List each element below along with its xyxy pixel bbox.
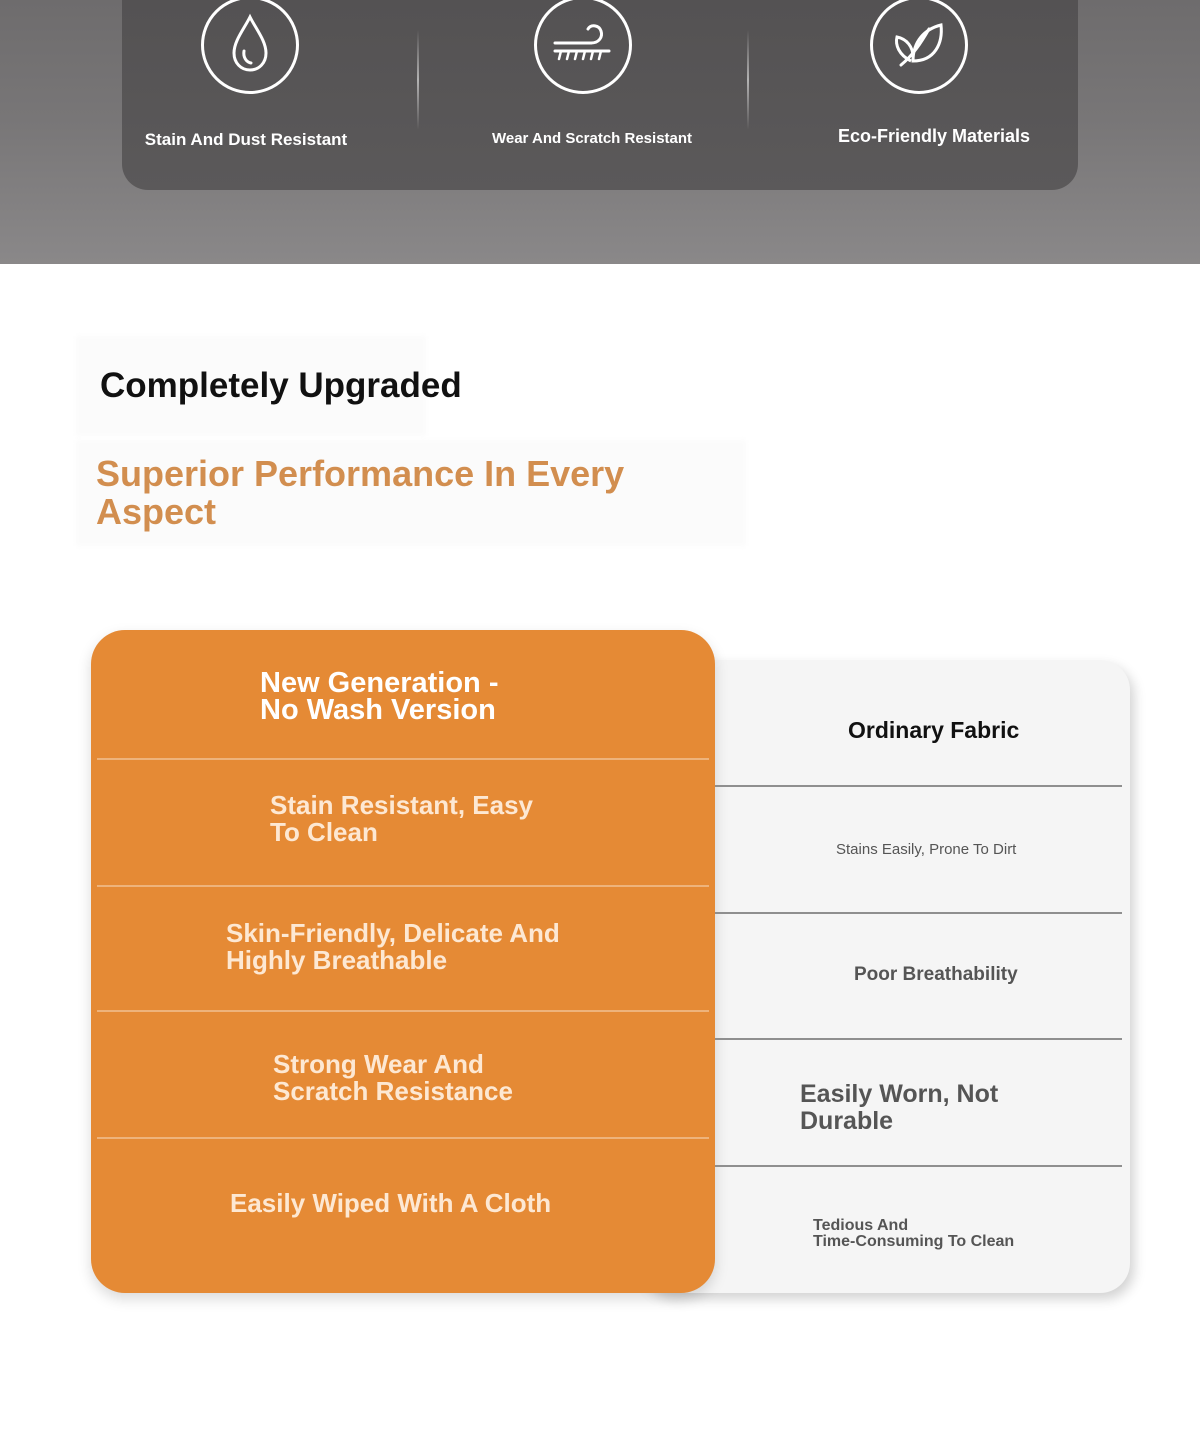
right-cell: Easily Worn, Not Durable [800, 1080, 999, 1135]
row-divider [97, 758, 709, 760]
row-divider [97, 1137, 709, 1139]
divider [417, 30, 419, 130]
feature-eco-friendly [784, 0, 1084, 190]
water-drop-icon [201, 0, 299, 94]
row-divider [715, 912, 1122, 914]
feature-label: Eco-Friendly Materials [837, 126, 1031, 146]
features-panel [122, 0, 1078, 190]
row-divider [715, 785, 1122, 787]
row-divider [715, 1038, 1122, 1040]
row-divider [715, 1165, 1122, 1167]
right-cell: Stains Easily, Prone To Dirt [836, 841, 1017, 858]
left-cell: Easily Wiped With A Cloth [230, 1188, 552, 1218]
section-subtitle: Superior Performance In Every Aspect [96, 453, 625, 532]
right-cell: Tedious And Time-Consuming To Clean [813, 1217, 1015, 1250]
leaf-icon [870, 0, 968, 94]
right-cell: Poor Breathability [854, 964, 1018, 985]
left-cell: Stain Resistant, Easy To Clean [270, 790, 533, 847]
section-title: Completely Upgraded [100, 366, 462, 405]
feature-wear-resistant [442, 0, 742, 190]
new-generation-header: New Generation - No Wash Version [260, 667, 499, 726]
fabric-wear-icon [534, 0, 632, 94]
row-divider [97, 1010, 709, 1012]
feature-label: Stain And Dust Resistant [144, 130, 348, 149]
feature-label: Wear And Scratch Resistant [491, 130, 693, 147]
left-cell: Strong Wear And Scratch Resistance [273, 1049, 513, 1106]
left-cell: Skin-Friendly, Delicate And Highly Breathable [226, 918, 560, 975]
ordinary-fabric-header: Ordinary Fabric [848, 717, 1020, 743]
row-divider [97, 885, 709, 887]
divider [747, 30, 749, 130]
feature-stain-resistant [96, 0, 396, 190]
